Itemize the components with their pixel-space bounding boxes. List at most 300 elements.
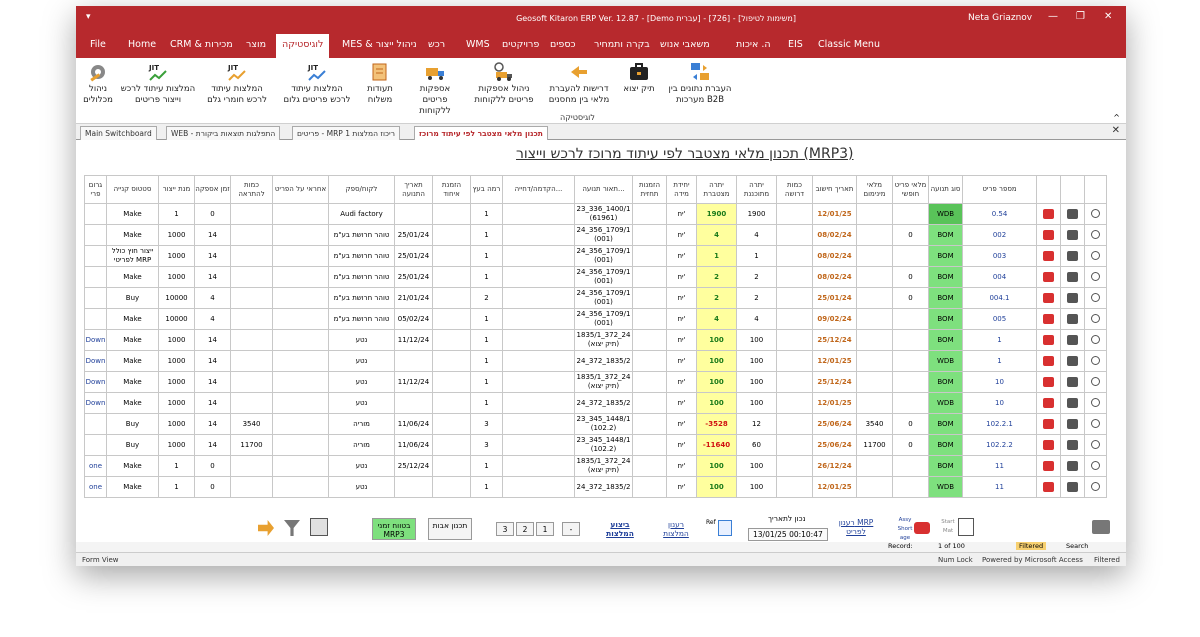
cell-party[interactable]: טוהר חרושת בע"מ <box>329 225 395 246</box>
cell-merge[interactable] <box>433 351 471 372</box>
cell-owner[interactable] <box>273 204 329 225</box>
cell-uom[interactable]: יח' <box>667 246 697 267</box>
cell-date[interactable]: 25/01/24 <box>395 246 433 267</box>
export-icon[interactable] <box>258 520 274 536</box>
open-item-icon[interactable] <box>1043 440 1054 450</box>
ribbon-collapse-icon[interactable]: ^ <box>1113 113 1120 122</box>
cell-plan[interactable]: 1 <box>737 246 777 267</box>
cell-part[interactable]: 102.2.2 <box>963 435 1037 456</box>
cell-merge[interactable] <box>433 309 471 330</box>
cell-adv[interactable] <box>503 435 575 456</box>
cell-owner[interactable] <box>273 393 329 414</box>
cell-party[interactable]: Audi factory <box>329 204 395 225</box>
cell-adv[interactable] <box>503 393 575 414</box>
cell-lead[interactable]: 14 <box>195 267 231 288</box>
cell-grp[interactable]: one <box>85 477 107 498</box>
cell-fc[interactable] <box>633 372 667 393</box>
minus-button[interactable]: - <box>562 522 580 536</box>
cell-status[interactable]: Buy <box>107 288 159 309</box>
refresh-icon[interactable] <box>718 520 732 536</box>
cell-cum[interactable]: 100 <box>697 393 737 414</box>
cell-lead[interactable]: 14 <box>195 372 231 393</box>
cell-party[interactable]: נטע <box>329 330 395 351</box>
col-header[interactable]: זמן אספקה <box>195 176 231 204</box>
cell-part[interactable]: 11 <box>963 456 1037 477</box>
cell-status[interactable]: Make <box>107 393 159 414</box>
cell-owner[interactable] <box>273 267 329 288</box>
page-2-button[interactable]: 2 <box>516 522 534 536</box>
ribbon-warehouse-transfer[interactable] <box>542 62 616 106</box>
cell-part[interactable]: 1 <box>963 351 1037 372</box>
col-header[interactable]: כמות להתראה <box>231 176 273 204</box>
cell-desc[interactable]: 23_345_1448/1 (102.2) <box>575 435 633 456</box>
cell-fc[interactable] <box>633 351 667 372</box>
cell-date[interactable]: 11/06/24 <box>395 435 433 456</box>
cell-part[interactable]: 102.2.1 <box>963 414 1037 435</box>
search-icon[interactable] <box>1091 398 1100 407</box>
open-item-icon[interactable] <box>1043 314 1054 324</box>
cell-cum[interactable]: 1900 <box>697 204 737 225</box>
cell-part[interactable]: 004.1 <box>963 288 1037 309</box>
cell-fc[interactable] <box>633 288 667 309</box>
cell-fc[interactable] <box>633 267 667 288</box>
col-header[interactable]: תאריך חישוב <box>813 176 857 204</box>
col-header[interactable]: מנת ייצור <box>159 176 195 204</box>
cell-fc[interactable] <box>633 414 667 435</box>
cell-min[interactable] <box>857 372 893 393</box>
cell-merge[interactable] <box>433 435 471 456</box>
cell-status[interactable]: Make <box>107 267 159 288</box>
tab-mrp1[interactable]: פריטים - MRP 1 ריכוז המלצות <box>292 126 400 140</box>
cell-free[interactable]: 0 <box>893 267 929 288</box>
cell-date[interactable]: 11/06/24 <box>395 414 433 435</box>
cell-free[interactable] <box>893 351 929 372</box>
table-row[interactable] <box>85 204 1107 225</box>
cell-owner[interactable] <box>273 372 329 393</box>
filter-table-icon[interactable] <box>310 518 328 536</box>
cell-merge[interactable] <box>433 330 471 351</box>
search-icon[interactable] <box>1091 482 1100 491</box>
cell-min[interactable] <box>857 246 893 267</box>
cell-owner[interactable] <box>273 477 329 498</box>
cell-min[interactable] <box>857 309 893 330</box>
cell-status[interactable]: Make <box>107 372 159 393</box>
cell-min[interactable]: 3540 <box>857 414 893 435</box>
cell-grp[interactable] <box>85 246 107 267</box>
cell-cum[interactable]: 2 <box>697 267 737 288</box>
table-row[interactable] <box>85 372 1107 393</box>
cell-party[interactable]: נטע <box>329 393 395 414</box>
cell-cum[interactable]: -3528 <box>697 414 737 435</box>
cell-alert[interactable] <box>231 456 273 477</box>
tab-web-audit[interactable]: WEB - התפלגות תוצאות ביקורת <box>166 126 280 140</box>
cell-free[interactable] <box>893 246 929 267</box>
parent-planning-button[interactable] <box>428 518 472 540</box>
cell-owner[interactable] <box>273 246 329 267</box>
cell-party[interactable]: מוריה <box>329 435 395 456</box>
cell-plan[interactable]: 100 <box>737 330 777 351</box>
cell-req[interactable] <box>777 435 813 456</box>
cell-alert[interactable] <box>231 309 273 330</box>
cell-lead[interactable]: 14 <box>195 330 231 351</box>
cell-calc[interactable]: 25/12/24 <box>813 330 857 351</box>
cell-adv[interactable] <box>503 456 575 477</box>
open-item-icon[interactable] <box>1043 461 1054 471</box>
cell-lot[interactable]: 1000 <box>159 267 195 288</box>
cell-level[interactable]: 1 <box>471 477 503 498</box>
cell-status[interactable]: Make <box>107 330 159 351</box>
cell-desc[interactable]: 24_356_1709/1 (001) <box>575 309 633 330</box>
cell-plan[interactable]: 2 <box>737 288 777 309</box>
cell-merge[interactable] <box>433 372 471 393</box>
cell-free[interactable] <box>893 309 929 330</box>
cell-lead[interactable]: 0 <box>195 204 231 225</box>
cell-fc[interactable] <box>633 330 667 351</box>
col-header[interactable]: תאור תנועה... <box>575 176 633 204</box>
cell-alert[interactable] <box>231 267 273 288</box>
cell-lead[interactable]: 14 <box>195 225 231 246</box>
cell-level[interactable]: 2 <box>471 288 503 309</box>
cell-adv[interactable] <box>503 288 575 309</box>
cell-merge[interactable] <box>433 456 471 477</box>
cell-status[interactable]: Make <box>107 225 159 246</box>
cell-fc[interactable] <box>633 246 667 267</box>
cell-cum[interactable]: 100 <box>697 477 737 498</box>
cell-req[interactable] <box>777 351 813 372</box>
cell-req[interactable] <box>777 477 813 498</box>
cell-uom[interactable]: יח' <box>667 204 697 225</box>
ribbon-customer-deliveries[interactable] <box>406 62 464 117</box>
cell-plan[interactable]: 100 <box>737 477 777 498</box>
table-row[interactable] <box>85 330 1107 351</box>
col-header[interactable]: אחראי על הפריט <box>273 176 329 204</box>
cell-type[interactable]: BOM <box>929 414 963 435</box>
cell-alert[interactable] <box>231 225 273 246</box>
open-item-icon[interactable] <box>1043 377 1054 387</box>
col-header[interactable]: הזמנות תחזית <box>633 176 667 204</box>
cell-free[interactable] <box>893 372 929 393</box>
cell-type[interactable]: WDB <box>929 393 963 414</box>
details-icon[interactable] <box>1067 209 1078 219</box>
cell-calc[interactable]: 25/12/24 <box>813 372 857 393</box>
open-item-icon[interactable] <box>1043 293 1054 303</box>
cell-party[interactable]: נטע <box>329 456 395 477</box>
cell-grp[interactable] <box>85 225 107 246</box>
cell-fc[interactable] <box>633 393 667 414</box>
cell-owner[interactable] <box>273 351 329 372</box>
cell-status[interactable]: Buy <box>107 414 159 435</box>
cell-free[interactable] <box>893 330 929 351</box>
cell-req[interactable] <box>777 309 813 330</box>
cell-req[interactable] <box>777 414 813 435</box>
cell-cum[interactable]: 100 <box>697 330 737 351</box>
cell-uom[interactable]: יח' <box>667 267 697 288</box>
cell-fc[interactable] <box>633 477 667 498</box>
cell-req[interactable] <box>777 204 813 225</box>
cell-plan[interactable]: 100 <box>737 372 777 393</box>
cell-uom[interactable]: יח' <box>667 288 697 309</box>
cell-free[interactable] <box>893 393 929 414</box>
cell-adv[interactable] <box>503 477 575 498</box>
cell-lot[interactable]: 1 <box>159 204 195 225</box>
cell-part[interactable]: 10 <box>963 393 1037 414</box>
ribbon-delivery-notes[interactable] <box>360 62 400 106</box>
details-icon[interactable] <box>1067 272 1078 282</box>
cell-part[interactable]: 11 <box>963 477 1037 498</box>
details-icon[interactable] <box>1067 251 1078 261</box>
cell-date[interactable]: 25/01/24 <box>395 225 433 246</box>
cell-alert[interactable] <box>231 393 273 414</box>
cell-owner[interactable] <box>273 414 329 435</box>
cell-cum[interactable]: -11640 <box>697 435 737 456</box>
cell-plan[interactable]: 100 <box>737 393 777 414</box>
cell-lead[interactable]: 14 <box>195 414 231 435</box>
table-row[interactable] <box>85 477 1107 498</box>
cell-calc[interactable]: 25/06/24 <box>813 414 857 435</box>
record-search[interactable]: Search <box>1066 542 1089 550</box>
cell-lot[interactable]: 1000 <box>159 393 195 414</box>
cell-level[interactable]: 1 <box>471 351 503 372</box>
cell-date[interactable]: 05/02/24 <box>395 309 433 330</box>
ribbon-assemblies[interactable] <box>80 62 116 106</box>
cell-lot[interactable]: 1000 <box>159 225 195 246</box>
cell-calc[interactable]: 12/01/25 <box>813 393 857 414</box>
table-row[interactable] <box>85 225 1107 246</box>
cell-type[interactable]: BOM <box>929 435 963 456</box>
cell-part[interactable]: 10 <box>963 372 1037 393</box>
cell-plan[interactable]: 60 <box>737 435 777 456</box>
cell-uom[interactable]: יח' <box>667 414 697 435</box>
cell-lot[interactable]: 1000 <box>159 246 195 267</box>
cell-party[interactable]: טוהר חרושת בע"מ <box>329 288 395 309</box>
search-icon[interactable] <box>1091 440 1100 449</box>
cell-grp[interactable] <box>85 435 107 456</box>
cell-fc[interactable] <box>633 456 667 477</box>
cell-min[interactable] <box>857 288 893 309</box>
cell-owner[interactable] <box>273 330 329 351</box>
cell-desc[interactable]: 24_356_1709/1 (001) <box>575 246 633 267</box>
search-doc-icon[interactable] <box>958 518 974 536</box>
menu-eis[interactable]: EIS <box>788 39 803 50</box>
open-item-icon[interactable] <box>1043 209 1054 219</box>
cell-type[interactable]: BOM <box>929 225 963 246</box>
cell-grp[interactable]: Down <box>85 351 107 372</box>
cell-min[interactable]: 11700 <box>857 435 893 456</box>
cell-lot[interactable]: 1000 <box>159 414 195 435</box>
mrp-range-button[interactable] <box>372 518 416 540</box>
cell-min[interactable] <box>857 267 893 288</box>
menu-finance[interactable]: כספים <box>550 39 576 50</box>
details-icon[interactable] <box>1067 461 1078 471</box>
cell-req[interactable] <box>777 456 813 477</box>
cell-min[interactable] <box>857 456 893 477</box>
cell-calc[interactable]: 25/06/24 <box>813 435 857 456</box>
cell-date[interactable] <box>395 351 433 372</box>
col-header[interactable]: סוג תנועה <box>929 176 963 204</box>
cell-date[interactable]: 11/12/24 <box>395 372 433 393</box>
cell-desc[interactable]: 1835/1_372_24 (תיק יצוא) <box>575 372 633 393</box>
cell-date[interactable]: 21/01/24 <box>395 288 433 309</box>
open-item-icon[interactable] <box>1043 251 1054 261</box>
cell-owner[interactable] <box>273 288 329 309</box>
cell-desc[interactable]: 24_372_1835/2 <box>575 477 633 498</box>
cell-level[interactable]: 1 <box>471 372 503 393</box>
page-3-button[interactable]: 3 <box>496 522 514 536</box>
cell-status[interactable]: Make <box>107 309 159 330</box>
cell-type[interactable]: BOM <box>929 288 963 309</box>
table-row[interactable] <box>85 414 1107 435</box>
cell-grp[interactable]: Down <box>85 393 107 414</box>
cell-grp[interactable] <box>85 204 107 225</box>
cell-fc[interactable] <box>633 204 667 225</box>
cell-merge[interactable] <box>433 204 471 225</box>
cell-lot[interactable]: 1 <box>159 477 195 498</box>
cell-plan[interactable]: 1900 <box>737 204 777 225</box>
cell-party[interactable]: מוריה <box>329 414 395 435</box>
cell-merge[interactable] <box>433 414 471 435</box>
cell-plan[interactable]: 12 <box>737 414 777 435</box>
menu-quality[interactable]: ה. איכות <box>736 39 771 50</box>
col-header[interactable]: לקוח/ספק <box>329 176 395 204</box>
cell-uom[interactable]: יח' <box>667 372 697 393</box>
cell-calc[interactable]: 08/02/24 <box>813 246 857 267</box>
cell-adv[interactable] <box>503 225 575 246</box>
details-icon[interactable] <box>1067 293 1078 303</box>
cell-free[interactable]: 0 <box>893 225 929 246</box>
filter-icon[interactable] <box>284 520 300 536</box>
menu-hr[interactable]: משאבי אנוש <box>660 39 710 50</box>
cell-fc[interactable] <box>633 309 667 330</box>
cell-alert[interactable] <box>231 246 273 267</box>
cell-owner[interactable] <box>273 309 329 330</box>
open-item-icon[interactable] <box>1043 482 1054 492</box>
col-header[interactable]: מספר פריט <box>963 176 1037 204</box>
cell-uom[interactable]: יח' <box>667 351 697 372</box>
cell-grp[interactable] <box>85 288 107 309</box>
cell-calc[interactable]: 25/01/24 <box>813 288 857 309</box>
cell-level[interactable]: 1 <box>471 267 503 288</box>
cell-calc[interactable]: 08/02/24 <box>813 267 857 288</box>
record-value[interactable]: 1 of 100 <box>938 542 965 550</box>
cell-owner[interactable] <box>273 435 329 456</box>
table-row[interactable] <box>85 435 1107 456</box>
col-header[interactable]: הקדמה/דחייה... <box>503 176 575 204</box>
cell-free[interactable] <box>893 204 929 225</box>
menu-mes[interactable]: MES & ניהול ייצור <box>342 39 417 50</box>
cell-min[interactable] <box>857 477 893 498</box>
cell-status[interactable]: Buy <box>107 435 159 456</box>
open-item-icon[interactable] <box>1043 398 1054 408</box>
cell-plan[interactable]: 100 <box>737 456 777 477</box>
cell-part[interactable]: 0.54 <box>963 204 1037 225</box>
cell-desc[interactable]: 24_372_1835/2 <box>575 393 633 414</box>
shortage-icon[interactable] <box>914 522 930 534</box>
quick-access-icon[interactable]: ▾ <box>86 12 91 22</box>
col-header[interactable]: מלאי פריט חופשי <box>893 176 929 204</box>
cell-grp[interactable] <box>85 267 107 288</box>
minimize-icon[interactable]: — <box>1048 11 1058 22</box>
col-header[interactable]: סטטוס קנייה <box>107 176 159 204</box>
cell-merge[interactable] <box>433 267 471 288</box>
cell-alert[interactable] <box>231 351 273 372</box>
cell-adv[interactable] <box>503 204 575 225</box>
cell-cum[interactable]: 2 <box>697 288 737 309</box>
cell-date[interactable] <box>395 477 433 498</box>
cell-req[interactable] <box>777 225 813 246</box>
cell-grp[interactable]: Down <box>85 372 107 393</box>
cell-desc[interactable]: 24_372_1835/2 <box>575 351 633 372</box>
cell-min[interactable] <box>857 204 893 225</box>
cell-lead[interactable]: 4 <box>195 309 231 330</box>
col-header[interactable]: כמות דרושה <box>777 176 813 204</box>
filtered-indicator[interactable]: Filtered <box>1016 542 1046 550</box>
cell-min[interactable] <box>857 330 893 351</box>
ribbon-jit-wrapped[interactable] <box>280 62 354 106</box>
details-icon[interactable] <box>1067 377 1078 387</box>
table-row[interactable] <box>85 288 1107 309</box>
cell-grp[interactable] <box>85 309 107 330</box>
cell-uom[interactable]: יח' <box>667 435 697 456</box>
cell-uom[interactable]: יח' <box>667 225 697 246</box>
print-icon[interactable] <box>1092 520 1110 534</box>
cell-adv[interactable] <box>503 246 575 267</box>
cell-owner[interactable] <box>273 456 329 477</box>
table-row[interactable] <box>85 456 1107 477</box>
cell-min[interactable] <box>857 351 893 372</box>
cell-merge[interactable] <box>433 477 471 498</box>
cell-type[interactable]: BOM <box>929 309 963 330</box>
cell-part[interactable]: 004 <box>963 267 1037 288</box>
search-icon[interactable] <box>1091 314 1100 323</box>
search-icon[interactable] <box>1091 251 1100 260</box>
search-icon[interactable] <box>1091 377 1100 386</box>
cell-alert[interactable] <box>231 204 273 225</box>
cell-plan[interactable]: 4 <box>737 225 777 246</box>
cell-req[interactable] <box>777 246 813 267</box>
ribbon-jit-raw[interactable] <box>200 62 274 106</box>
cell-level[interactable]: 1 <box>471 246 503 267</box>
cell-req[interactable] <box>777 330 813 351</box>
menu-file[interactable]: File <box>90 39 106 50</box>
search-icon[interactable] <box>1091 230 1100 239</box>
search-icon[interactable] <box>1091 272 1100 281</box>
cell-calc[interactable]: 12/01/25 <box>813 477 857 498</box>
tab-mrp3[interactable]: תכנון מלאי מצטבר לפי עיתוד מרוכז <box>414 126 548 140</box>
search-icon[interactable] <box>1091 335 1100 344</box>
cell-alert[interactable]: 3540 <box>231 414 273 435</box>
ribbon-export-file[interactable] <box>622 62 656 95</box>
table-row[interactable] <box>85 309 1107 330</box>
cell-grp[interactable] <box>85 414 107 435</box>
ribbon-jit-items[interactable] <box>120 62 196 106</box>
details-icon[interactable] <box>1067 356 1078 366</box>
restore-icon[interactable]: ❐ <box>1076 11 1085 22</box>
col-header[interactable]: יתרה מתוכננת <box>737 176 777 204</box>
cell-alert[interactable] <box>231 330 273 351</box>
cell-lead[interactable]: 14 <box>195 393 231 414</box>
cell-party[interactable]: טוהר חרושת בע"מ <box>329 246 395 267</box>
cell-alert[interactable]: 11700 <box>231 435 273 456</box>
cell-desc[interactable]: 24_356_1709/1 (001) <box>575 288 633 309</box>
menu-control[interactable]: בקרה ותמחיר <box>594 39 650 50</box>
cell-type[interactable]: BOM <box>929 330 963 351</box>
cell-date[interactable]: 25/12/24 <box>395 456 433 477</box>
menu-crm[interactable]: CRM & מכירות <box>170 39 233 50</box>
cell-party[interactable]: טוהר חרושת בע"מ <box>329 309 395 330</box>
table-row[interactable] <box>85 267 1107 288</box>
cell-lot[interactable]: 1000 <box>159 435 195 456</box>
cell-party[interactable]: נטע <box>329 372 395 393</box>
